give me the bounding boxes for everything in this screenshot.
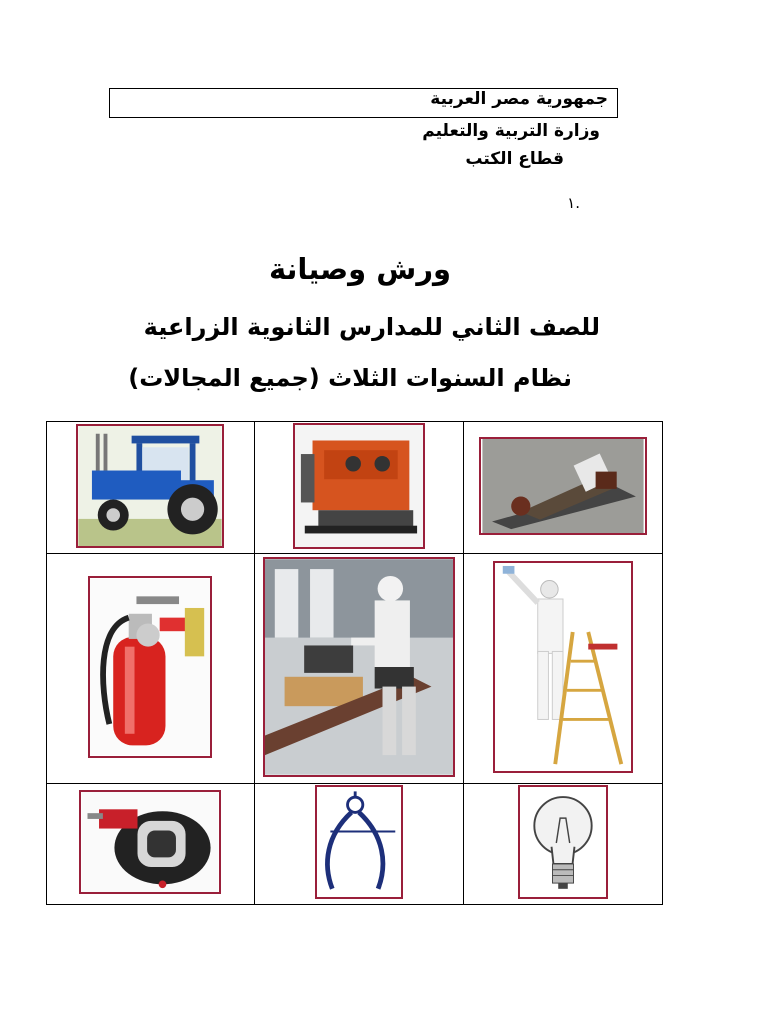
header-sector: قطاع الكتب	[465, 149, 564, 169]
fire-extinguisher-icon	[88, 576, 212, 758]
grid-cell	[464, 784, 663, 905]
image-grid	[46, 421, 663, 905]
cover-subtitle-system: نظام السنوات الثلاث (جميع المجالات)	[128, 364, 572, 392]
tractor-icon	[76, 424, 224, 548]
calipers-icon	[315, 785, 403, 899]
grid-cell	[47, 554, 255, 784]
hand-plane-icon	[479, 437, 647, 535]
grid-cell	[464, 554, 663, 784]
saw-worker-icon	[263, 557, 455, 777]
grid-cell	[47, 422, 255, 554]
welding-machine-icon	[293, 423, 425, 549]
cover-title: ورش وصيانة	[268, 252, 452, 286]
engine-part-icon	[79, 790, 221, 894]
grid-cell	[254, 784, 463, 905]
grid-cell	[47, 784, 255, 905]
grid-cell	[254, 554, 463, 784]
header-ministry: وزارة التربية والتعليم	[422, 121, 600, 141]
header-country: جمهورية مصر العربية	[430, 89, 608, 109]
grid-cell	[254, 422, 463, 554]
cover-subtitle-grade: للصف الثاني للمدارس الثانوية الزراعية	[143, 313, 600, 341]
grid-cell	[464, 422, 663, 554]
painter-ladder-icon	[493, 561, 633, 773]
page-marker: .١	[567, 194, 580, 212]
light-bulb-icon	[518, 785, 608, 899]
